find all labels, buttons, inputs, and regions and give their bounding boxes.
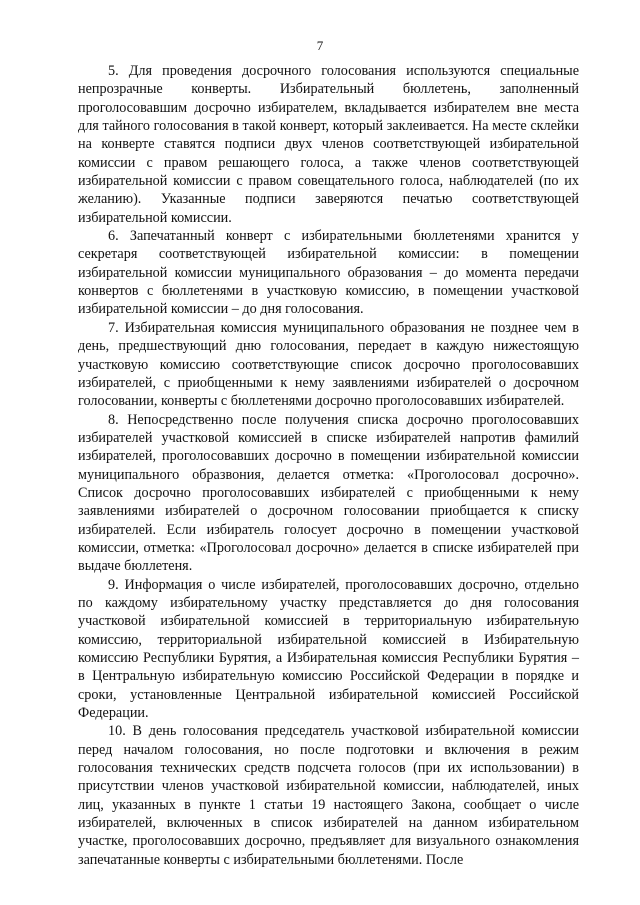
- paragraph-item-5: 5. Для проведения досрочного голосования используются специальные непрозрачные конверты. Избирательный бюллетень, заполненный проголосовавшим досрочно избирателем, вкладывается избирателем вне места для тайного голосования в такой конверт, который заклеивается. На месте склейки на конверте ставятся подписи двух членов соответствующей избирательной комиссии с правом решающего голоса, а также членов соответствующей избирательной комиссии с правом совещательного голоса, наблюдателей (по их желанию). Указанные подписи заверяются печатью соответствующей избирательной комиссии.: [78, 63, 579, 226]
- paragraph-item-6: 6. Запечатанный конверт с избирательными бюллетенями хранится у секретаря соответствующей избирательной комиссии: в помещении избирательной комиссии муниципального образования – до момента передачи конвертов с бюллетенями в участковую комиссию, в помещении участковой избирательной комиссии – до дня голосования.: [78, 228, 579, 318]
- page-number: 7: [316, 38, 324, 53]
- paragraph-item-8: 8. Непосредственно после получения списка досрочно проголосовавших избирателей участковой комиссией в списке избирателей напротив фамилий избирателей, проголосовавших досрочно в помещении избирательной комиссии муниципального образвония, делается отметка: «Проголосовал досрочно». Список досрочно проголосовавших избирателей с приобщенными к нему заявлениями избирателей о досрочном голосовании приобщается к списку избирателей. Если избиратель голосует досрочно в помещении участковой комиссии, отметка: «Проголосовал досрочно» делается в списке избирателей при выдаче бюллетеня.: [78, 411, 579, 575]
- paragraph-item-9: 9. Информация о числе избирателей, проголосовавших досрочно, отдельно по каждому избирательному участку представляется до дня голосования участковой избирательной комиссией в территориальную избирательную комиссию, территориальной избирательной комиссией в Избирательную комиссию Республики Бурятия, а Избирательная комиссия Республики Бурятия – в Центральную избирательную комиссию Российской Федерации в порядке и сроки, установленные Центральной избирательной комиссией Российской Федерации.: [78, 576, 579, 722]
- paragraph-item-10: 10. В день голосования председатель участковой избирательной комиссии перед началом голосования, но после подготовки и включения в режим голосования технических средств подсчета голосов (при их использовании) в присутствии членов участковой избирательной комиссии, наблюдателей, иных лиц, указанных в пункте 1 статьи 19 настоящего Закона, сообщает о числе избирателей, включенных в список избирателей на данном избирательном участке, проголосовавших досрочно, предъявляет для визуального ознакомления запечатанные конверты с избирательными бюллетенями. После: [78, 723, 579, 868]
- paragraph-item-7: 7. Избирательная комиссия муниципального образования не позднее чем в день, предшествующий дню голосования, передает в каждую нижестоящую участковую комиссию соответствующие список досрочно проголосовавших избирателей, с приобщенными к нему заявлениями избирателей о досрочном голосовании, конверты с бюллетенями досрочно проголосовавших избирателей.: [78, 319, 579, 410]
- document-body: [78, 62, 579, 869]
